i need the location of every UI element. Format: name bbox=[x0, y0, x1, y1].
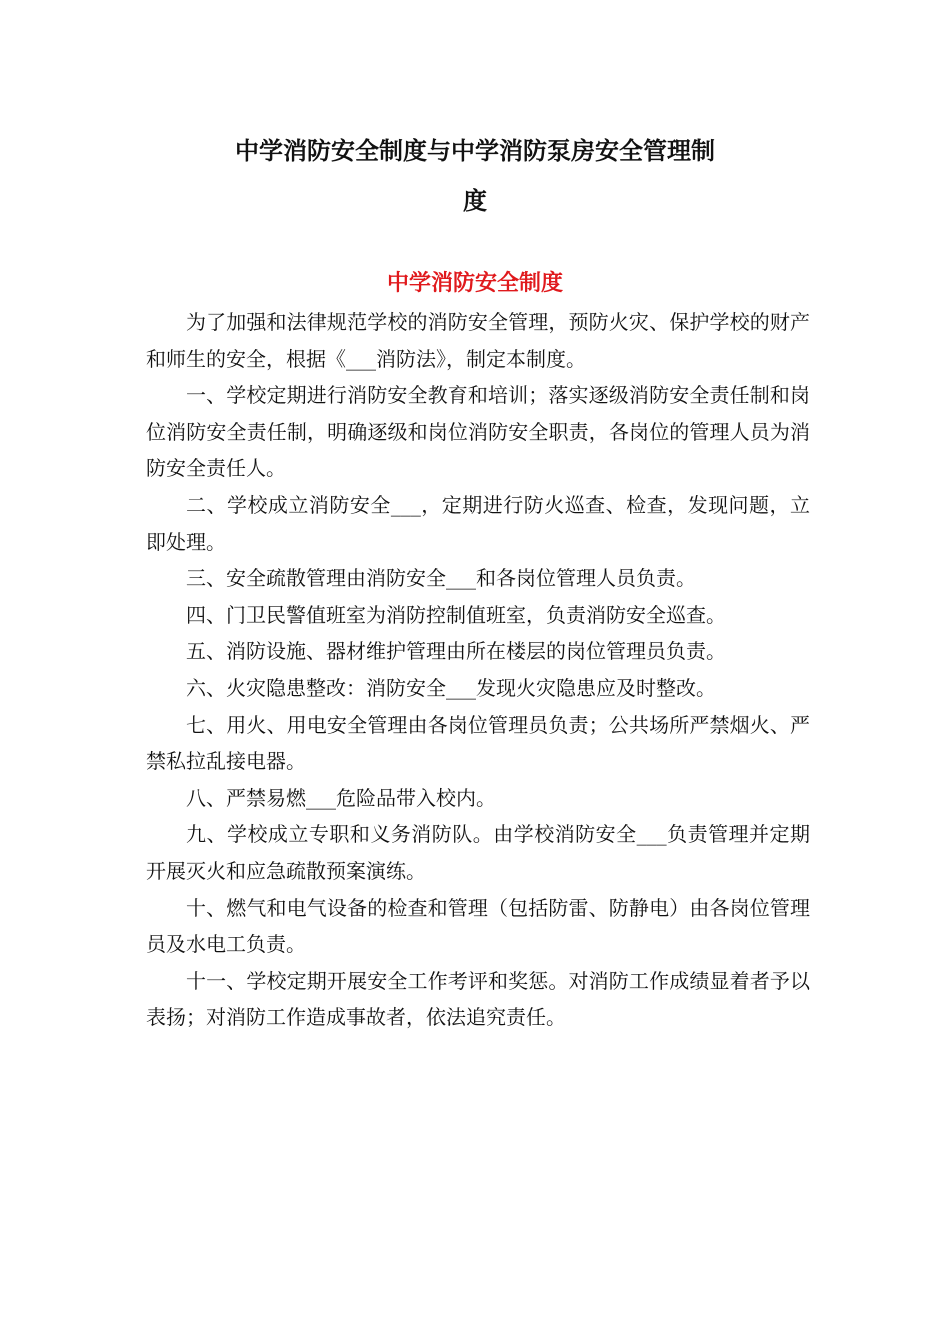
paragraph-item-4: 四、门卫民警值班室为消防控制值班室，负责消防安全巡查。 bbox=[186, 602, 726, 627]
section-heading: 中学消防安全制度 bbox=[386, 271, 563, 296]
document-title-line-1: 中学消防安全制度与中学消防泵房安全管理制 bbox=[235, 137, 715, 165]
paragraph-item-7: 七、用火、用电安全管理由各岗位管理员负责；公共场所严禁烟火、严禁私拉乱接电器。 bbox=[146, 712, 810, 774]
paragraph-item-6: 六、火灾隐患整改：消防安全___发现火灾隐患应及时整改。 bbox=[186, 675, 716, 700]
paragraph-item-5: 五、消防设施、器材维护管理由所在楼层的岗位管理员负责。 bbox=[186, 639, 726, 664]
paragraph-item-11: 十一、学校定期开展安全工作考评和奖惩。对消防工作成绩显着者予以表扬；对消防工作造成事故者，依法追究责任。 bbox=[146, 968, 810, 1030]
paragraph-item-8: 八、严禁易燃___危险品带入校内。 bbox=[186, 785, 496, 810]
paragraph-item-2: 二、学校成立消防安全___，定期进行防火巡查、检查，发现问题，立即处理。 bbox=[146, 492, 810, 554]
paragraph-item-1: 一、学校定期进行消防安全教育和培训；落实逐级消防安全责任制和岗位消防安全责任制，明确逐级和岗位消防安全职责，各岗位的管理人员为消防安全责任人。 bbox=[146, 383, 810, 481]
paragraph-intro: 为了加强和法律规范学校的消防安全管理，预防火灾、保护学校的财产和师生的安全，根据《___消防法》，制定本制度。 bbox=[146, 310, 810, 371]
document-body bbox=[146, 304, 810, 1036]
paragraph-item-10: 十、燃气和电气设备的检查和管理（包括防雷、防静电）由各岗位管理员及水电工负责。 bbox=[146, 895, 810, 957]
paragraph-item-3: 三、安全疏散管理由消防安全___和各岗位管理人员负责。 bbox=[186, 566, 696, 591]
paragraph-item-9: 九、学校成立专职和义务消防队。由学校消防安全___负责管理并定期开展灭火和应急疏散预案演练。 bbox=[146, 822, 810, 883]
document-title-line-2: 度 bbox=[463, 187, 487, 215]
